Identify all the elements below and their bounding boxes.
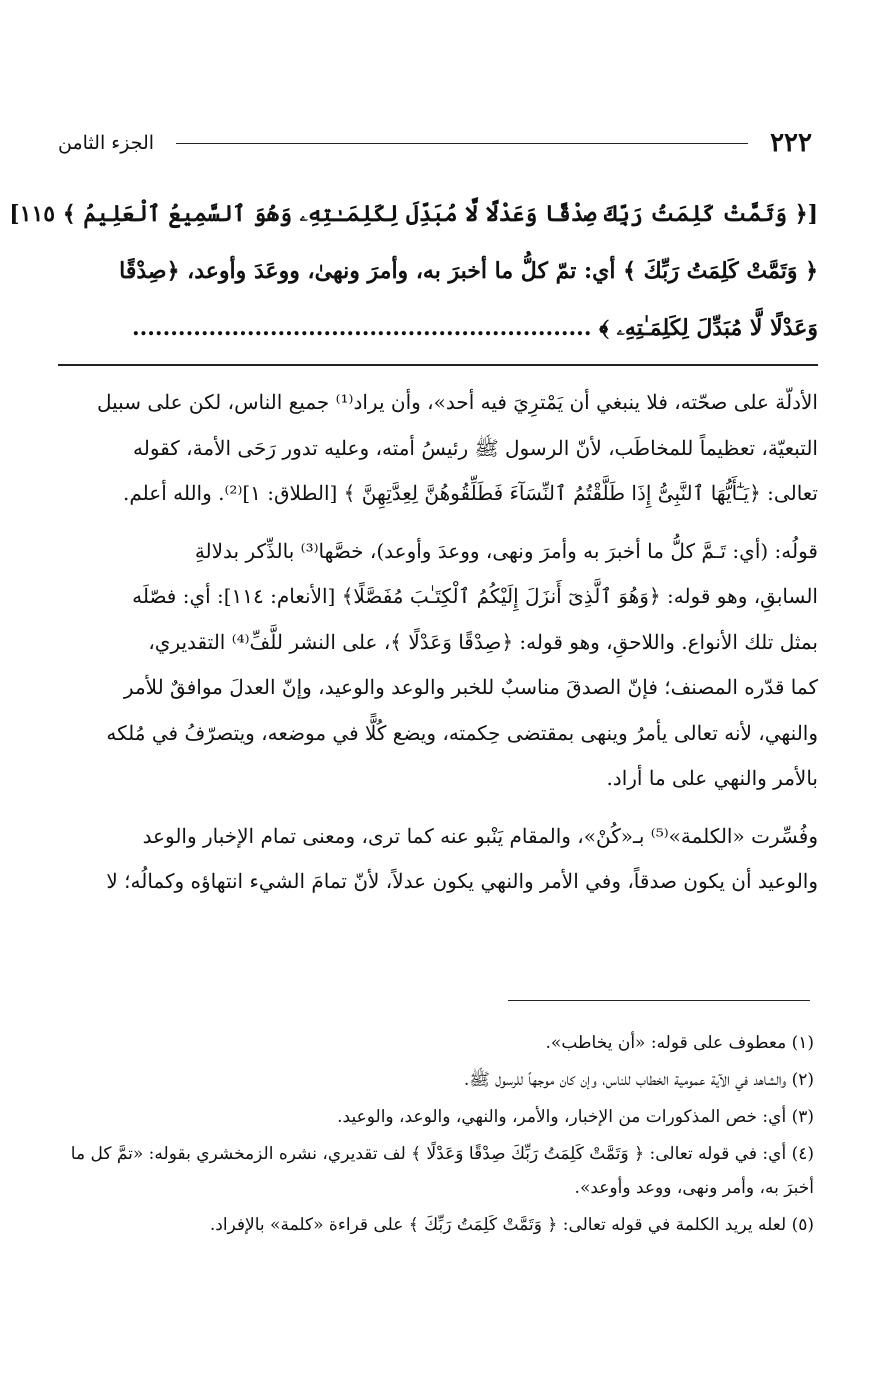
footnote [66,1100,814,1134]
footnote-line: (٣) أي: خص المذكورات من الإخبار، والأمر، والنهي، والوعد، والوعيد. [337,1107,814,1127]
page-number: ٢٢٢ [770,128,812,158]
footnote [66,1026,814,1060]
footnote [66,1208,814,1242]
verse-block [9,186,818,357]
text-line: بالأمر والنهي على ما أراد. [606,766,818,790]
part-label: الجزء الثامن [58,132,155,154]
footnotes [66,1026,814,1245]
footnote [66,1063,814,1097]
footnote [66,1137,814,1205]
running-header [58,120,812,166]
verse-divider [58,364,818,366]
commentary-body [62,380,818,917]
text-line: تعالى: ﴿يَـٰٓأَيُّهَا ٱلنَّبِىُّ إِذَا طَلَّقْتُمُ ٱلنِّسَآءَ فَطَلِّقُوهُنَّ لِعِدَّتِهِنَّ ﴾ [الطلاق: ١]⁽²⁾. والله أعلم. [122,481,818,505]
text-line: كما قدّره المصنف؛ فإنّ الصدقَ مناسبٌ للخبر والوعد والوعيد، وإنّ العدلَ موافقٌ للأمر [123,675,818,699]
text-line: وفُسِّرت «الكلمة»⁽⁵⁾ بـ«كُنْ»، والمقام يَنْبو عنه كما ترى، ومعنى تمام الإخبار والوعد [142,823,818,848]
verse-line: وَعَدْلًا لَّا مُبَدِّلَ لِكَلِمَـٰتِهِۦ ﴾ ............................................................ [131,315,818,341]
text-line: قولُه: (أي: تَـمَّ كلُّ ما أخبرَ به وأمرَ ونهى، ووعدَ وأوعد)، خصَّها⁽³⁾ بالذِّكر بدلالةِ [194,538,818,563]
footnote-line: (٢) والشاهد في الآية عمومية الخطاب للناس، وإن كان موجهاً للرسول ﷺ. [463,1070,814,1090]
header-rule [176,143,748,144]
footnote-divider [508,1000,810,1001]
footnote-line: (٤) أي: في قوله تعالى: ﴿ وَتَمَّتْ كَلِمَتُ رَبِّكَ صِدْقًا وَعَدْلًا ﴾ لف تقديري، نشره الزمخشري بقوله: «تمَّ كل ما [70,1144,814,1164]
text-line: والنهي، لأنه تعالى يأمرُ وينهى بمقتضى حِكمته، ويضع كُلًّا في موضعه، ويتصرّفُ في مُلكه [106,720,818,745]
text-line: الأدلّة على صحّته، فلا ينبغي أن يَمْترِيَ فيه أحد»، وأن يراد⁽¹⁾ جميع الناس، لكن على سبيل [97,390,818,414]
text-line: بمثل تلك الأنواع. واللاحقِ، وهو قوله: ﴿صِدْقًا وَعَدْلًا ﴾، على النشر للَّفِّ⁽⁴⁾ التقديري، [148,629,818,654]
text-line: التبعيّة، تعظيماً للمخاطَب، لأنّ الرسول ﷺ رئيسُ أمته، وعليه تدور رَحَى الأمة، كقوله [133,435,818,460]
commentary-paragraph [62,380,818,517]
verse-line: ﴿ وَتَمَّتْ كَلِمَتُ رَبِّكَ ﴾ أي: تمّ كلُّ ما أخبرَ به، وأمرَ ونهىٰ، ووعَدَ وأوعد، ﴿صِدْقًا [119,258,818,284]
verse-line: [﴿ وَتَمَّتْ كَلِمَتُ رَبِّكَ صِدْقًا وَعَدْلًا لَّا مُبَدِّلَ لِكَلِمَـٰتِهِۦ وَهُوَ ٱلسَّمِيعُ ٱلْعَلِيمُ ﴾ ١١٥] [9,201,818,227]
commentary-paragraph [62,814,818,905]
text-line: السابقِ، وهو قوله: ﴿وَهُوَ ٱلَّذِىٓ أَنزَلَ إِلَيْكُمُ ٱلْكِتَـٰبَ مُفَصَّلًا﴾ [الأنعام: ١١٤]: أي: فصّلَه [132,584,818,608]
footnote-line: (٥) لعله يريد الكلمة في قوله تعالى: ﴿ وَتَمَّتْ كَلِمَتُ رَبِّكَ ﴾ على قراءة «كلمة» بالإفراد. [209,1215,814,1235]
footnote-line: أخبرَ به، وأمر ونهى، ووعد وأوعد». [574,1178,814,1198]
footnote-line: (١) معطوف على قوله: «أن يخاطب». [545,1033,814,1053]
commentary-paragraph [62,529,818,802]
text-line: والوعيد أن يكون صدقاً، وفي الأمر والنهي يكون عدلاً، لأنّ تمامَ الشيء انتهاؤه وكمالُه؛ لا [106,869,818,893]
